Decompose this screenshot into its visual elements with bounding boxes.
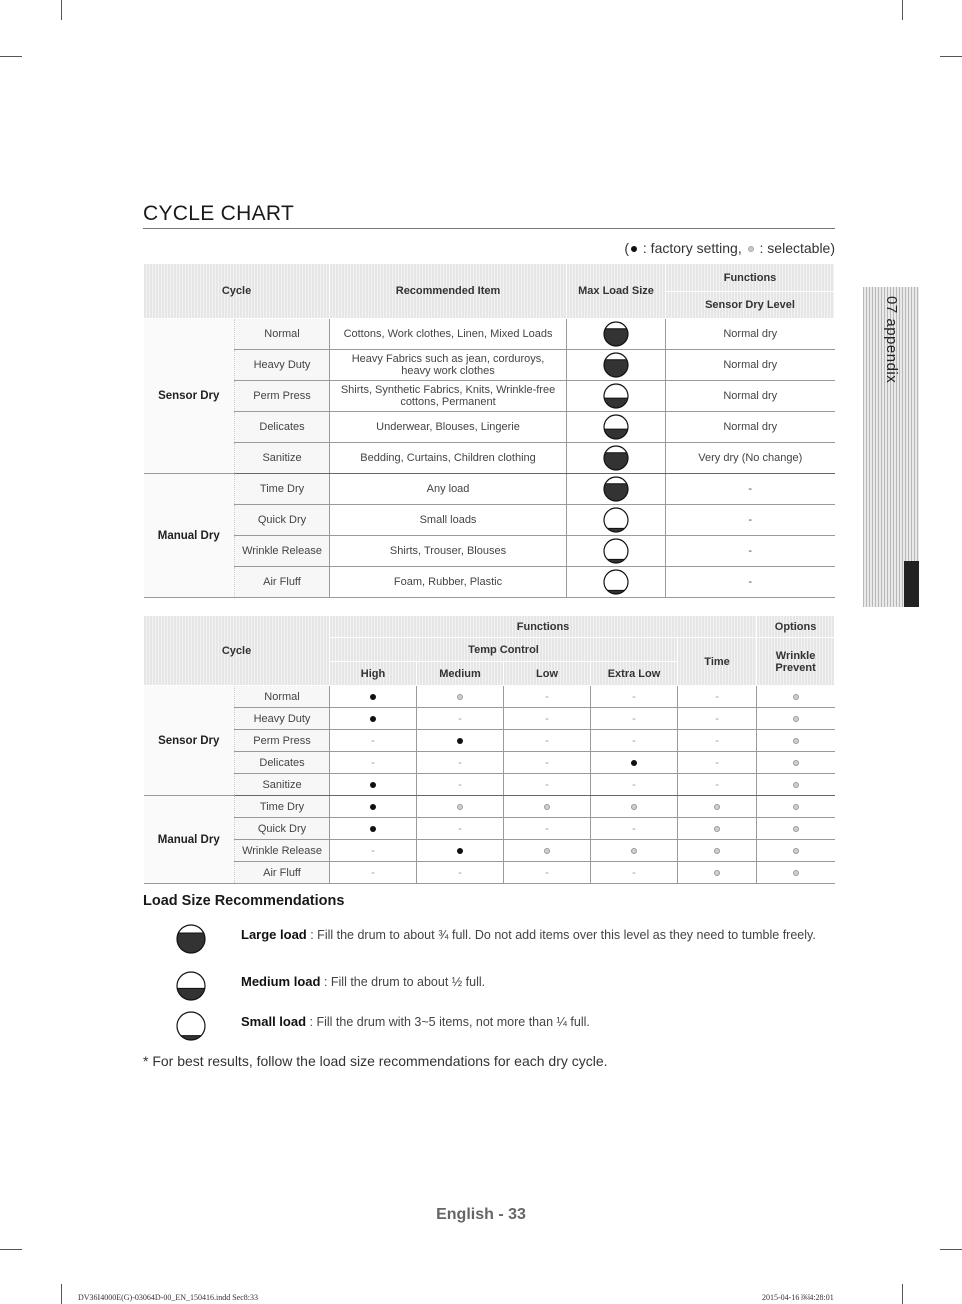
table-row — [144, 536, 835, 567]
setting-cell — [504, 840, 591, 862]
crop-mark — [940, 1249, 962, 1250]
setting-cell — [417, 708, 504, 730]
cycle-name: Air Fluff — [235, 862, 330, 884]
setting-cell — [757, 752, 835, 774]
not-available-dash: - — [458, 822, 462, 835]
setting-cell — [757, 686, 835, 708]
not-available-dash: - — [545, 866, 549, 879]
sensor-dry-level: Normal dry — [666, 412, 835, 443]
cycle-name: Normal — [235, 319, 330, 350]
crop-mark — [902, 1284, 903, 1304]
small-load-icon — [176, 1011, 206, 1041]
table-row — [144, 774, 835, 796]
print-info-date: 2015-04-16 ￼4:28:01 — [762, 1293, 834, 1302]
medium-load-label: Medium load — [241, 974, 321, 989]
setting-cell — [757, 796, 835, 818]
sensor-dry-level: Normal dry — [666, 381, 835, 412]
header-extra-low: Extra Low — [591, 662, 678, 686]
setting-cell — [330, 708, 417, 730]
footnote: * For best results, follow the load size recommendations for each dry cycle. — [143, 1053, 608, 1069]
cycle-table — [143, 263, 835, 598]
selectable-dot-icon — [714, 848, 720, 854]
page-number: English - 33 — [436, 1206, 526, 1223]
setting-cell — [330, 796, 417, 818]
selectable-dot-icon — [793, 804, 799, 810]
max-load-cell — [567, 350, 666, 381]
load-size-medium — [176, 974, 816, 994]
cycle-name: Heavy Duty — [235, 350, 330, 381]
setting-cell — [757, 708, 835, 730]
table-row — [144, 319, 835, 350]
setting-cell — [678, 752, 757, 774]
setting-cell — [678, 774, 757, 796]
header-medium: Medium — [417, 662, 504, 686]
large-load-icon — [603, 445, 629, 471]
page-title: CYCLE CHART — [143, 202, 295, 225]
header-low: Low — [504, 662, 591, 686]
not-available-dash: - — [632, 778, 636, 791]
max-load-cell — [567, 536, 666, 567]
large-load-icon — [176, 924, 206, 954]
crop-mark — [61, 0, 62, 20]
setting-cell — [757, 818, 835, 840]
max-load-cell — [567, 412, 666, 443]
factory-setting-dot-icon — [370, 804, 376, 810]
table-row — [144, 686, 835, 708]
setting-cell — [591, 708, 678, 730]
setting-cell — [678, 686, 757, 708]
not-available-dash: - — [371, 866, 375, 879]
group-label: Sensor Dry — [144, 686, 235, 796]
not-available-dash: - — [545, 712, 549, 725]
selectable-dot-icon — [714, 804, 720, 810]
selectable-dot-icon — [457, 694, 463, 700]
setting-cell — [504, 686, 591, 708]
sensor-dry-level: - — [666, 505, 835, 536]
table-row — [144, 862, 835, 884]
small-load-text: : Fill the drum with 3~5 items, not more than ¼ full. — [309, 1015, 590, 1029]
setting-cell — [504, 774, 591, 796]
header-temp-control: Temp Control — [330, 638, 678, 662]
cycle-name: Wrinkle Release — [235, 536, 330, 567]
factory-setting-dot-icon — [370, 694, 376, 700]
not-available-dash: - — [715, 734, 719, 747]
not-available-dash: - — [458, 778, 462, 791]
selectable-dot-icon — [544, 848, 550, 854]
max-load-cell — [567, 505, 666, 536]
table-row — [144, 840, 835, 862]
max-load-cell — [567, 443, 666, 474]
max-load-cell — [567, 474, 666, 505]
selectable-dot-icon — [714, 870, 720, 876]
header-functions: Functions — [666, 264, 835, 292]
not-available-dash: - — [545, 822, 549, 835]
medium-load-icon — [603, 383, 629, 409]
group-label: Manual Dry — [144, 796, 235, 884]
setting-cell — [591, 818, 678, 840]
crop-mark — [902, 0, 903, 20]
cycle-name: Delicates — [235, 412, 330, 443]
crop-mark — [61, 1284, 62, 1304]
cycle-name: Perm Press — [235, 381, 330, 412]
table-row — [144, 505, 835, 536]
selectable-dot-icon — [793, 782, 799, 788]
selectable-dot-icon — [631, 848, 637, 854]
cycle-name: Heavy Duty — [235, 708, 330, 730]
not-available-dash: - — [715, 690, 719, 703]
table-row — [144, 474, 835, 505]
setting-cell — [504, 818, 591, 840]
not-available-dash: - — [458, 866, 462, 879]
medium-load-icon — [603, 414, 629, 440]
table-row — [144, 796, 835, 818]
not-available-dash: - — [458, 756, 462, 769]
recommended-item: Cottons, Work clothes, Linen, Mixed Loads — [330, 319, 567, 350]
setting-cell — [330, 752, 417, 774]
cycle-name: Time Dry — [235, 474, 330, 505]
selectable-dot-icon — [748, 246, 754, 252]
group-label: Manual Dry — [144, 474, 235, 598]
factory-setting-dot-icon — [457, 738, 463, 744]
cycle-name: Quick Dry — [235, 818, 330, 840]
small-load-label: Small load — [241, 1014, 307, 1029]
table-row — [144, 412, 835, 443]
legend-open: ( — [624, 240, 630, 256]
legend — [624, 240, 835, 256]
selectable-dot-icon — [793, 870, 799, 876]
setting-cell — [504, 708, 591, 730]
setting-cell — [417, 840, 504, 862]
factory-setting-dot-icon — [370, 826, 376, 832]
selectable-dot-icon — [793, 760, 799, 766]
small-load-icon — [603, 538, 629, 564]
setting-cell — [757, 730, 835, 752]
setting-cell — [330, 686, 417, 708]
not-available-dash: - — [545, 734, 549, 747]
setting-cell — [504, 752, 591, 774]
selectable-dot-icon — [793, 848, 799, 854]
header-max-load-size: Max Load Size — [567, 264, 666, 319]
crop-mark — [0, 56, 22, 57]
setting-cell — [591, 752, 678, 774]
options-table — [143, 615, 835, 884]
large-load-icon — [603, 476, 629, 502]
not-available-dash: - — [715, 778, 719, 791]
table-row — [144, 752, 835, 774]
factory-setting-dot-icon — [631, 246, 637, 252]
not-available-dash: - — [632, 690, 636, 703]
sensor-dry-level: Very dry (No change) — [666, 443, 835, 474]
header-cycle: Cycle — [144, 616, 330, 686]
setting-cell — [330, 774, 417, 796]
setting-cell — [330, 840, 417, 862]
sensor-dry-level: Normal dry — [666, 350, 835, 381]
setting-cell — [330, 818, 417, 840]
recommended-item: Foam, Rubber, Plastic — [330, 567, 567, 598]
max-load-cell — [567, 319, 666, 350]
table-row — [144, 818, 835, 840]
factory-setting-dot-icon — [457, 848, 463, 854]
side-tab-label: 07 appendix — [883, 296, 900, 384]
title-divider — [143, 228, 835, 229]
header-sensor-dry-level: Sensor Dry Level — [666, 292, 835, 319]
recommended-item: Any load — [330, 474, 567, 505]
selectable-dot-icon — [793, 716, 799, 722]
setting-cell — [678, 862, 757, 884]
header-wrinkle-prevent: Wrinkle Prevent — [757, 638, 835, 686]
small-load-icon — [603, 507, 629, 533]
setting-cell — [417, 686, 504, 708]
crop-mark — [940, 56, 962, 57]
header-cycle: Cycle — [144, 264, 330, 319]
legend-factory: : factory setting, — [642, 240, 742, 256]
cycle-name: Quick Dry — [235, 505, 330, 536]
setting-cell — [417, 774, 504, 796]
setting-cell — [330, 730, 417, 752]
recommended-item: Underwear, Blouses, Lingerie — [330, 412, 567, 443]
group-label: Sensor Dry — [144, 319, 235, 474]
setting-cell — [678, 840, 757, 862]
selectable-dot-icon — [544, 804, 550, 810]
side-tab-marker — [904, 561, 919, 607]
cycle-name: Time Dry — [235, 796, 330, 818]
cycle-name: Sanitize — [235, 443, 330, 474]
setting-cell — [591, 774, 678, 796]
large-load-label: Large load — [241, 927, 307, 942]
setting-cell — [417, 862, 504, 884]
setting-cell — [757, 862, 835, 884]
selectable-dot-icon — [714, 826, 720, 832]
load-size-small — [176, 1014, 816, 1034]
small-load-icon — [603, 569, 629, 595]
max-load-cell — [567, 381, 666, 412]
setting-cell — [591, 862, 678, 884]
cycle-name: Sanitize — [235, 774, 330, 796]
table-row — [144, 730, 835, 752]
large-load-icon — [603, 321, 629, 347]
setting-cell — [678, 730, 757, 752]
crop-mark — [0, 1249, 22, 1250]
not-available-dash: - — [371, 734, 375, 747]
not-available-dash: - — [371, 756, 375, 769]
header-functions: Functions — [330, 616, 757, 638]
header-high: High — [330, 662, 417, 686]
setting-cell — [757, 774, 835, 796]
factory-setting-dot-icon — [370, 782, 376, 788]
setting-cell — [591, 796, 678, 818]
recommended-item: Heavy Fabrics such as jean, corduroys, heavy work clothes — [330, 350, 567, 381]
cycle-name: Air Fluff — [235, 567, 330, 598]
not-available-dash: - — [458, 712, 462, 725]
cycle-name: Perm Press — [235, 730, 330, 752]
medium-load-icon — [176, 971, 206, 1001]
setting-cell — [678, 818, 757, 840]
recommended-item: Shirts, Trouser, Blouses — [330, 536, 567, 567]
header-recommended-item: Recommended Item — [330, 264, 567, 319]
large-load-text: : Fill the drum to about ¾ full. Do not add items over this level as they need to tumble freely. — [310, 928, 816, 942]
setting-cell — [591, 840, 678, 862]
setting-cell — [417, 818, 504, 840]
sensor-dry-level: - — [666, 474, 835, 505]
selectable-dot-icon — [793, 738, 799, 744]
table-row — [144, 381, 835, 412]
setting-cell — [504, 862, 591, 884]
selectable-dot-icon — [793, 694, 799, 700]
load-size-large — [176, 927, 816, 961]
not-available-dash: - — [632, 822, 636, 835]
recommended-item: Small loads — [330, 505, 567, 536]
setting-cell — [504, 796, 591, 818]
cycle-name: Delicates — [235, 752, 330, 774]
max-load-cell — [567, 567, 666, 598]
recommended-item: Shirts, Synthetic Fabrics, Knits, Wrinkle-free cottons, Permanent — [330, 381, 567, 412]
print-info-file: DV36I4000E(G)-03064D-00_EN_150416.indd Sec8:33 — [78, 1293, 258, 1302]
large-load-icon — [603, 352, 629, 378]
not-available-dash: - — [545, 756, 549, 769]
setting-cell — [417, 752, 504, 774]
cycle-name: Wrinkle Release — [235, 840, 330, 862]
setting-cell — [417, 796, 504, 818]
sensor-dry-level: - — [666, 567, 835, 598]
selectable-dot-icon — [793, 826, 799, 832]
medium-load-text: : Fill the drum to about ½ full. — [323, 975, 486, 989]
factory-setting-dot-icon — [370, 716, 376, 722]
table-row — [144, 443, 835, 474]
setting-cell — [678, 708, 757, 730]
setting-cell — [330, 862, 417, 884]
not-available-dash: - — [545, 778, 549, 791]
recommended-item: Bedding, Curtains, Children clothing — [330, 443, 567, 474]
sensor-dry-level: Normal dry — [666, 319, 835, 350]
not-available-dash: - — [715, 756, 719, 769]
factory-setting-dot-icon — [631, 760, 637, 766]
legend-selectable: : selectable) — [759, 240, 835, 256]
sensor-dry-level: - — [666, 536, 835, 567]
setting-cell — [591, 686, 678, 708]
header-time: Time — [678, 638, 757, 686]
header-options: Options — [757, 616, 835, 638]
setting-cell — [757, 840, 835, 862]
not-available-dash: - — [715, 712, 719, 725]
load-size-heading: Load Size Recommendations — [143, 893, 345, 909]
setting-cell — [417, 730, 504, 752]
table-row — [144, 567, 835, 598]
setting-cell — [678, 796, 757, 818]
not-available-dash: - — [632, 712, 636, 725]
not-available-dash: - — [632, 866, 636, 879]
selectable-dot-icon — [457, 804, 463, 810]
not-available-dash: - — [371, 844, 375, 857]
cycle-name: Normal — [235, 686, 330, 708]
not-available-dash: - — [545, 690, 549, 703]
table-row — [144, 350, 835, 381]
setting-cell — [504, 730, 591, 752]
table-row — [144, 708, 835, 730]
setting-cell — [591, 730, 678, 752]
not-available-dash: - — [632, 734, 636, 747]
selectable-dot-icon — [631, 804, 637, 810]
